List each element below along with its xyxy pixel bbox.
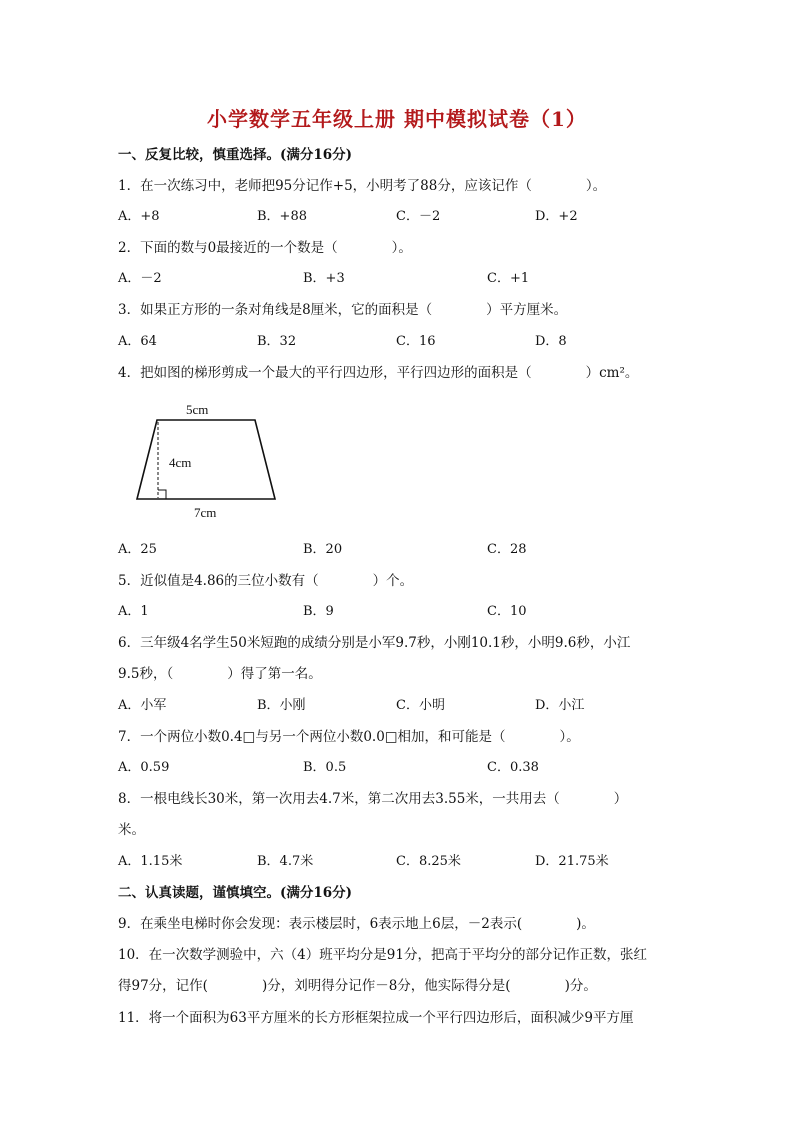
- q5-option-a: A．1: [118, 604, 149, 619]
- question-11-line-1: 11．将一个面积为63平方厘米的长方形框架拉成一个平行四边形后，面积减少9平方厘: [118, 1010, 634, 1026]
- q5-option-b: B．9: [303, 604, 334, 619]
- question-10-line-1: 10．在一次数学测验中，六（4）班平均分是91分，把高于平均分的部分记作正数，张红: [118, 947, 647, 963]
- q1-option-b: B．+88: [257, 209, 307, 224]
- question-2: 2．下面的数与0最接近的一个数是（ ）。: [118, 240, 412, 256]
- q3-option-a: A．64: [118, 334, 157, 349]
- q3-option-b: B．32: [257, 334, 297, 349]
- height-label: 4cm: [169, 455, 192, 470]
- trapezoid-figure: [128, 398, 288, 526]
- q1-option-d: D．+2: [535, 209, 578, 224]
- question-10-line-2: 得97分，记作( )分，刘明得分记作－8分，他实际得分是( )分。: [118, 978, 597, 994]
- question-8-line-2: 米。: [118, 822, 145, 838]
- right-angle-mark: [158, 490, 166, 499]
- q6-option-d: D．小江: [535, 698, 585, 713]
- q7-option-a: A．0.59: [118, 760, 170, 775]
- question-4: 4．把如图的梯形剪成一个最大的平行四边形，平行四边形的面积是（ ）cm²。: [118, 365, 639, 381]
- q2-option-c: C．+1: [487, 271, 530, 286]
- question-5: 5．近似值是4.86的三位小数有（ ）个。: [118, 573, 414, 589]
- q4-option-b: B．20: [303, 542, 343, 557]
- q7-option-c: C．0.38: [487, 760, 539, 775]
- question-6-line-1: 6．三年级4名学生50米短跑的成绩分别是小军9.7秒，小刚10.1秒，小明9.6秒，小江: [118, 635, 631, 651]
- q2-option-a: A．－2: [118, 271, 162, 286]
- question-7: 7．一个两位小数0.4□与另一个两位小数0.0□相加，和可能是（ ）。: [118, 729, 580, 745]
- q6-option-a: A．小军: [118, 698, 167, 713]
- question-6-line-2: 9.5秒，（ ）得了第一名。: [118, 666, 322, 682]
- q5-option-c: C．10: [487, 604, 527, 619]
- q8-option-d: D．21.75米: [535, 854, 609, 869]
- q1-option-a: A．+8: [118, 209, 160, 224]
- q4-option-a: A．25: [118, 542, 157, 557]
- q4-option-c: C．28: [487, 542, 527, 557]
- q8-option-c: C．8.25米: [396, 854, 461, 869]
- q2-option-b: B．+3: [303, 271, 345, 286]
- top-base-label: 5cm: [186, 402, 209, 417]
- q6-option-c: C．小明: [396, 698, 445, 713]
- section-2-heading: 二、认真读题，谨慎填空。(满分16分): [118, 885, 353, 901]
- q3-option-d: D．8: [535, 334, 567, 349]
- question-1: 1．在一次练习中，老师把95分记作+5，小明考了88分，应该记作（ ）。: [118, 178, 607, 194]
- q3-option-c: C．16: [396, 334, 436, 349]
- q8-option-a: A．1.15米: [118, 854, 183, 869]
- question-3: 3．如果正方形的一条对角线是8厘米，它的面积是（ ）平方厘米。: [118, 302, 568, 318]
- q8-option-b: B．4.7米: [257, 854, 314, 869]
- q6-option-b: B．小刚: [257, 698, 306, 713]
- q7-option-b: B．0.5: [303, 760, 347, 775]
- question-8-line-1: 8．一根电线长30米，第一次用去4.7米，第二次用去3.55米，一共用去（ ）: [118, 791, 628, 807]
- question-9: 9．在乘坐电梯时你会发现：表示楼层时，6表示地上6层，－2表示( )。: [118, 916, 595, 932]
- bottom-base-label: 7cm: [194, 505, 217, 520]
- exam-title: 小学数学五年级上册 期中模拟试卷（1）: [207, 107, 587, 131]
- section-1-heading: 一、反复比较，慎重选择。(满分16分): [118, 147, 353, 163]
- q1-option-c: C．－2: [396, 209, 441, 224]
